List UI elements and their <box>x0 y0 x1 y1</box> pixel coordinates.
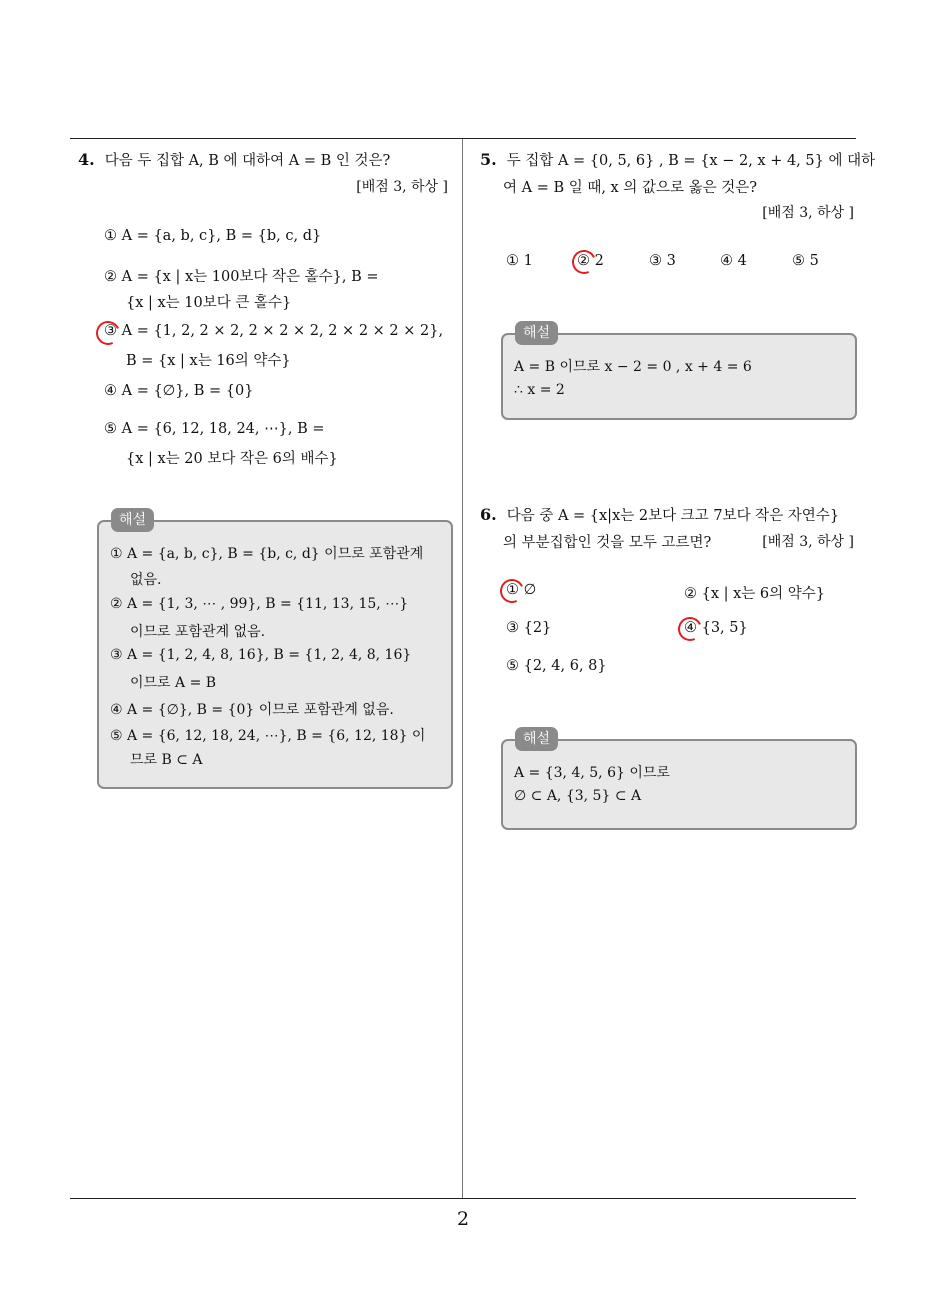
q5-option-3[interactable]: ③ 3 <box>649 253 676 269</box>
q4-option-2[interactable]: ② A = {x | x는 100보다 작은 홀수}, B = <box>104 269 379 285</box>
q5-text-line2: 여 A = B 일 때, x 의 값으로 옳은 것은? <box>503 180 758 196</box>
q4-solution-line: 없음. <box>130 572 162 588</box>
bottom-rule <box>70 1198 856 1199</box>
q5-solution-tag: 해설 <box>515 321 558 345</box>
q4-solution-line: ② A = {1, 3, ⋯ , 99}, B = {11, 13, 15, ⋯} <box>110 596 409 612</box>
q6-answer-mark-1 <box>497 576 528 607</box>
q4-option-3[interactable]: ③ A = {1, 2, 2 × 2, 2 × 2 × 2, 2 × 2 × 2 × 2}, <box>104 323 444 339</box>
q6-text-line1: 다음 중 A = {x|x는 2보다 크고 7보다 작은 자연수} <box>506 508 840 524</box>
page-number: 2 <box>456 1208 470 1230</box>
q6-solution-tag: 해설 <box>515 727 558 751</box>
q5-solution-box <box>501 333 857 420</box>
q5-text-line1: 두 집합 A = {0, 5, 6} , B = {x − 2, x + 4, 5} 에 대하 <box>506 153 876 169</box>
q6-text-line2: 의 부분집합인 것을 모두 고르면? <box>503 535 712 551</box>
q4-text: 다음 두 집합 A, B 에 대하여 A = B 인 것은? <box>104 153 391 169</box>
top-rule <box>70 138 856 139</box>
q4-solution-line: 이므로 A = B <box>130 675 217 691</box>
q4-score: [배점 3, 하상 ] <box>356 179 448 195</box>
q4-option-4[interactable]: ④ A = {∅}, B = {0} <box>104 383 254 399</box>
q6-score: [배점 3, 하상 ] <box>762 534 854 550</box>
q5-score: [배점 3, 하상 ] <box>762 205 854 221</box>
q4-option-5[interactable]: ⑤ A = {6, 12, 18, 24, ⋯}, B = <box>104 421 325 437</box>
q5-number: 5. <box>480 150 497 169</box>
q5-answer-mark <box>569 247 600 278</box>
q4-solution-line: ⑤ A = {6, 12, 18, 24, ⋯}, B = {6, 12, 18} 이 <box>110 728 426 744</box>
q6-option-1[interactable]: ① ∅ <box>506 582 537 598</box>
q5-option-2[interactable]: ② 2 <box>577 253 604 269</box>
q6-solution-box <box>501 739 857 830</box>
q6-option-2[interactable]: ② {x | x는 6의 약수} <box>684 586 825 602</box>
q4-number: 4. <box>78 150 95 169</box>
q4-option-1[interactable]: ① A = {a, b, c}, B = {b, c, d} <box>104 228 322 244</box>
q5-solution-line: ∴ x = 2 <box>514 382 565 398</box>
q4-option-5-cont: {x | x는 20 보다 작은 6의 배수} <box>126 451 338 467</box>
q4-solution-line: ③ A = {1, 2, 4, 8, 16}, B = {1, 2, 4, 8, 16} <box>110 647 412 663</box>
q4-solution-line: 므로 B ⊂ A <box>130 752 203 768</box>
q5-option-1[interactable]: ① 1 <box>506 253 533 269</box>
q5-solution-line: A = B 이므로 x − 2 = 0 , x + 4 = 6 <box>514 359 752 375</box>
q4-solution-line: ④ A = {∅}, B = {0} 이므로 포함관계 없음. <box>110 702 394 718</box>
q4-question <box>78 149 390 170</box>
q6-solution-line: ∅ ⊂ A, {3, 5} ⊂ A <box>514 788 642 804</box>
column-divider <box>462 139 463 1199</box>
q6-option-5[interactable]: ⑤ {2, 4, 6, 8} <box>506 658 607 674</box>
q6-number: 6. <box>480 505 497 524</box>
q6-option-3[interactable]: ③ {2} <box>506 620 552 636</box>
q4-option-2-cont: {x | x는 10보다 큰 홀수} <box>126 295 292 311</box>
q6-answer-mark-2 <box>675 614 706 645</box>
q5-question <box>480 149 875 170</box>
q5-option-5[interactable]: ⑤ 5 <box>792 253 819 269</box>
q4-option-3-cont: B = {x | x는 16의 약수} <box>126 353 291 369</box>
q6-solution-line: A = {3, 4, 5, 6} 이므로 <box>514 765 670 781</box>
q6-question <box>480 504 839 525</box>
q4-solution-line: ① A = {a, b, c}, B = {b, c, d} 이므로 포함관계 <box>110 546 424 562</box>
q4-solution-tag: 해설 <box>111 508 154 532</box>
q5-option-4[interactable]: ④ 4 <box>720 253 747 269</box>
q6-option-4[interactable]: ④ {3, 5} <box>684 620 748 636</box>
q4-solution-line: 이므로 포함관계 없음. <box>130 624 266 640</box>
